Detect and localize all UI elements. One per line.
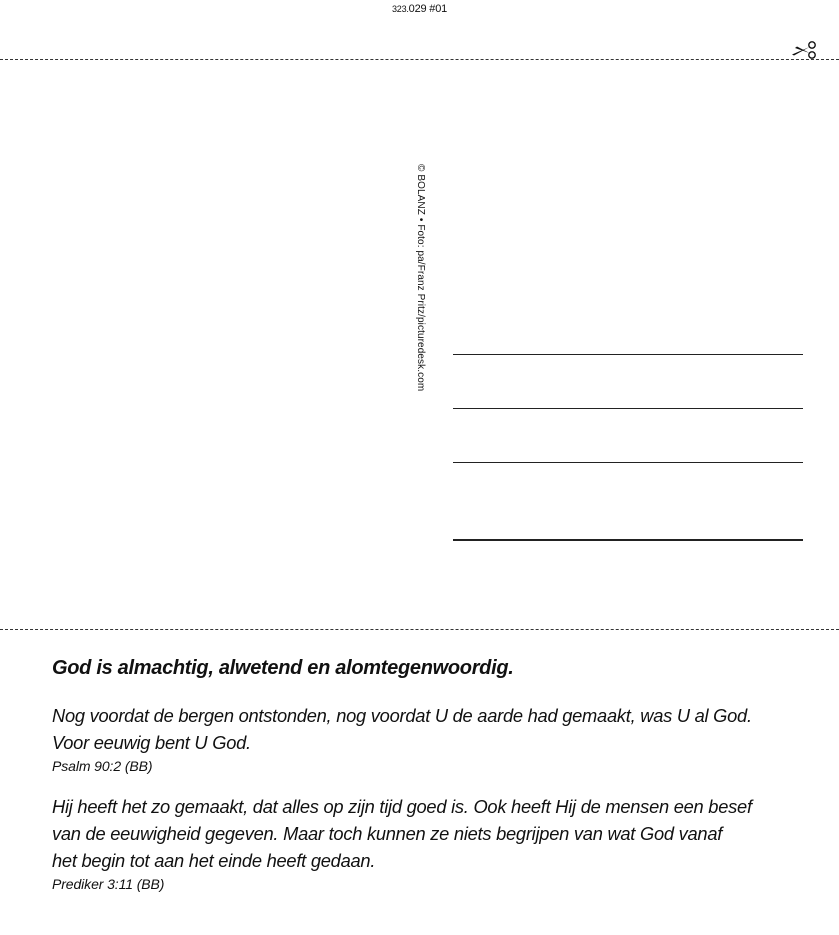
verse-line: Voor eeuwig bent U God. <box>52 732 251 753</box>
verse-line: Nog voordat de bergen ontstonden, nog voordat U de aarde had gemaakt, was U al God. <box>52 705 752 726</box>
scissors-icon <box>789 40 817 62</box>
product-code-number: 029 #01 <box>408 3 448 15</box>
product-code <box>0 3 839 15</box>
cut-line-bottom <box>0 629 839 630</box>
verse-reference: Prediker 3:11 (BB) <box>52 876 165 892</box>
headline: God is almachtig, alwetend en alomtegenwoordig. <box>52 657 514 679</box>
verse-block <box>52 793 822 893</box>
verse-line: van de eeuwigheid gegeven. Maar toch kunnen ze niets begrijpen van wat God vanaf <box>52 823 723 844</box>
address-line <box>453 354 803 355</box>
address-line <box>453 539 803 541</box>
photo-credit: © BOLANZ • Foto: pa/Franz Pritz/picturedesk.com <box>415 164 426 392</box>
product-code-prefix: 323. <box>391 4 409 14</box>
address-line <box>453 408 803 409</box>
cut-line-top <box>0 59 839 60</box>
verse-reference: Psalm 90:2 (BB) <box>52 758 153 774</box>
address-line <box>453 462 803 463</box>
verse-line: het begin tot aan het einde heeft gedaan. <box>52 850 376 871</box>
verse-block <box>52 702 822 775</box>
verse-line: Hij heeft het zo gemaakt, dat alles op zijn tijd goed is. Ook heeft Hij de mensen een besef <box>52 796 752 817</box>
